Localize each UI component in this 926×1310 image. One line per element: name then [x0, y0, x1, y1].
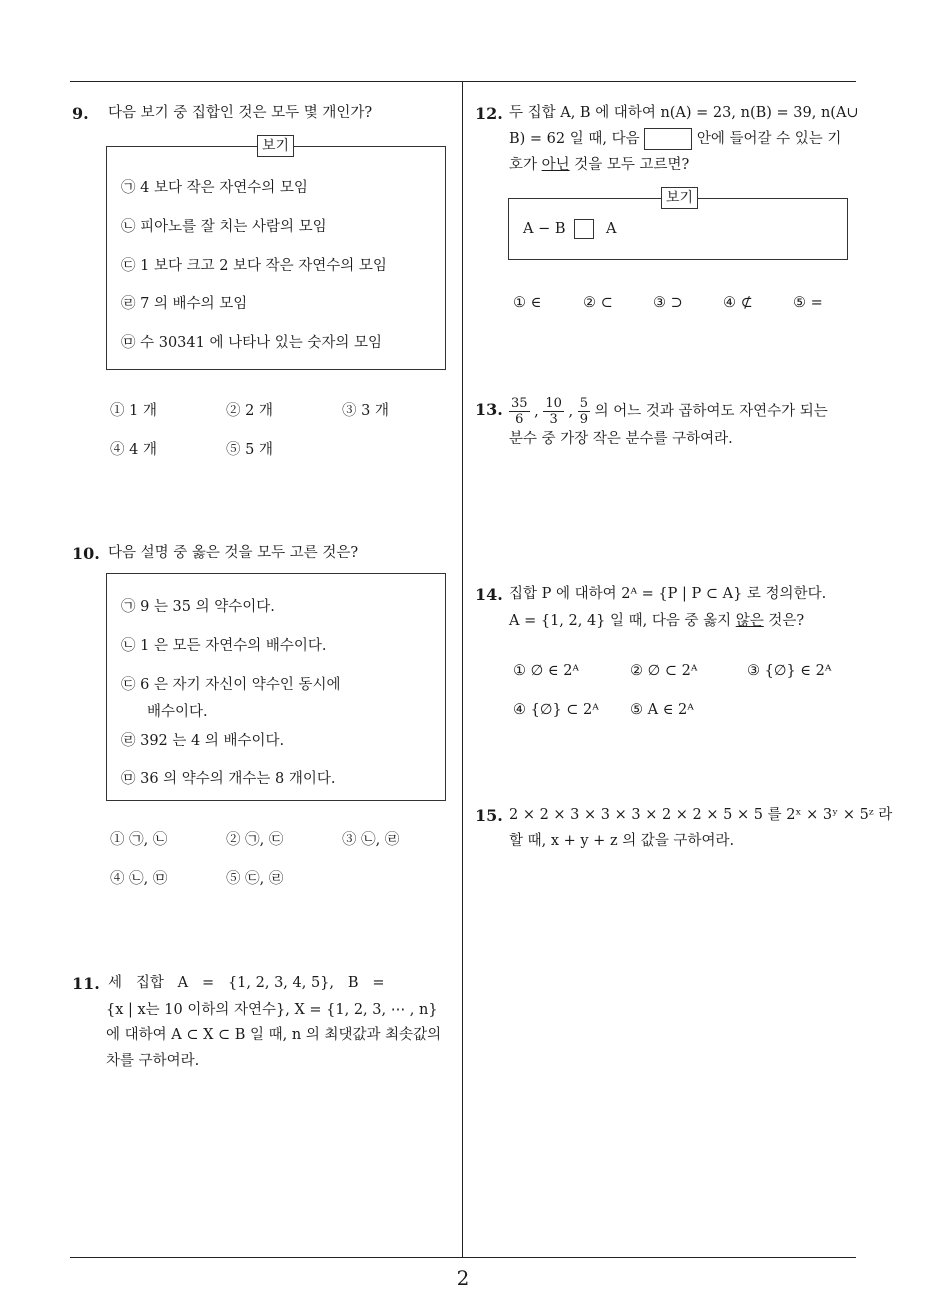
answer-choice-3[interactable]: ③ ⊃: [653, 295, 683, 311]
fraction-denominator: 3: [549, 412, 558, 427]
answer-choice-4[interactable]: ④ ㉡, ㉤: [110, 871, 168, 887]
box-expression-right: A: [606, 221, 617, 237]
fraction-numerator: 5: [579, 396, 589, 411]
statement-box: [106, 573, 446, 801]
question-number: 12.: [475, 104, 503, 123]
example-item: ㉣ 7 의 배수의 모임: [121, 296, 248, 312]
question-number: 11.: [72, 974, 100, 993]
answer-choice-2[interactable]: ② ∅ ⊂ 2ᴬ: [630, 663, 698, 679]
question-14: [475, 581, 860, 731]
answer-choice-2[interactable]: ② 2 개: [226, 403, 273, 419]
question-text-line: 분수 중 가장 작은 분수를 구하여라.: [509, 431, 733, 447]
question-13: [475, 396, 860, 466]
question-9: [72, 100, 452, 480]
question-text-line: 할 때, x + y + z 의 값을 구하여라.: [509, 833, 735, 849]
example-item: ㉡ 피아노를 잘 치는 사람의 모임: [121, 219, 327, 235]
question-text-line: {x | x는 10 이하의 자연수}, X = {1, 2, 3, ⋯ , n}: [106, 1002, 438, 1018]
question-12: [475, 100, 860, 330]
question-text-segment: 의 어느 것과 곱하여도 자연수가 되는: [594, 403, 828, 420]
question-text: 다음 설명 중 옳은 것을 모두 고른 것은?: [108, 545, 359, 561]
statement-item: ㉠ 9 는 35 의 약수이다.: [121, 599, 275, 615]
statement-item: ㉡ 1 은 모든 자연수의 배수이다.: [121, 638, 327, 654]
question-text-line: [509, 152, 689, 179]
answer-choice-5[interactable]: ⑤ A ∈ 2ᴬ: [630, 702, 694, 718]
answer-choice-3[interactable]: ③ 3 개: [342, 403, 389, 419]
fraction: [578, 396, 590, 427]
column-divider: [462, 81, 463, 1258]
question-number: 10.: [72, 544, 100, 563]
statement-item-continued: 배수이다.: [147, 704, 208, 720]
question-text-line: $\frac{35}{6}$ , $\frac{10}{3}$ , $\frac{5}{9}$ 의 어느 것과 곱하여도 자연수가 되는: [511, 396, 828, 427]
answer-choice-4[interactable]: ④ 4 개: [110, 442, 157, 458]
answer-choice-4[interactable]: ④ ⊄: [723, 295, 753, 311]
underlined-word: 않은: [735, 613, 764, 629]
page-number: 2: [456, 1266, 470, 1290]
top-rule: [70, 81, 856, 82]
answer-choice-3[interactable]: ③ {∅} ∈ 2ᴬ: [747, 663, 832, 679]
example-box: [508, 190, 848, 260]
question-text: 다음 보기 중 집합인 것은 모두 몇 개인가?: [108, 105, 373, 121]
statement-item: ㉤ 36 의 약수의 개수는 8 개이다.: [121, 771, 336, 787]
question-text-line: 집합 P 에 대하여 2ᴬ = {P | P ⊂ A} 로 정의한다.: [509, 586, 827, 602]
question-text-line: 에 대하여 A ⊂ X ⊂ B 일 때, n 의 최댓값과 최솟값의: [106, 1027, 442, 1043]
example-box-label: 보기: [661, 187, 698, 209]
question-number: 13.: [475, 400, 503, 419]
answer-choice-1[interactable]: ① ∅ ∈ 2ᴬ: [513, 663, 580, 679]
question-text-line: 두 집합 A, B 에 대하여 n(A) = 23, n(B) = 39, n(A∪: [509, 105, 859, 121]
example-item: ㉠ 4 보다 작은 자연수의 모임: [121, 180, 308, 196]
question-text-segment: 것을 모두 고르면?: [569, 157, 690, 173]
answer-choice-1[interactable]: ① 1 개: [110, 403, 157, 419]
question-text-line: [509, 608, 804, 635]
answer-choice-4[interactable]: ④ {∅} ⊂ 2ᴬ: [513, 702, 599, 718]
question-number: 14.: [475, 585, 503, 604]
example-box: [106, 138, 446, 370]
answer-choice-1[interactable]: ① ∈: [513, 295, 542, 311]
question-text-line: 차를 구하여라.: [106, 1053, 200, 1069]
question-text-line: 세 집합 A = {1, 2, 3, 4, 5}, B =: [108, 975, 385, 991]
statement-item: ㉢ 6 은 자기 자신이 약수인 동시에: [121, 677, 341, 693]
underlined-word: 아닌: [541, 157, 570, 173]
fraction: [543, 396, 564, 427]
question-15: [475, 802, 893, 872]
example-item: ㉢ 1 보다 크고 2 보다 작은 자연수의 모임: [121, 258, 387, 274]
fraction: [509, 396, 530, 427]
answer-choice-5[interactable]: ⑤ =: [793, 295, 823, 311]
question-text-segment: 안에 들어갈 수 있는 기: [696, 131, 842, 147]
question-10: [72, 540, 452, 900]
question-number: 9.: [72, 104, 89, 123]
example-box-label: 보기: [257, 135, 294, 157]
question-text-line: [509, 126, 841, 153]
blank-box: [644, 128, 692, 150]
fraction-numerator: 10: [545, 396, 562, 411]
fraction-numerator: 35: [511, 396, 528, 411]
question-text-segment: 호가: [509, 157, 542, 173]
answer-choice-2[interactable]: ② ⊂: [583, 295, 613, 311]
question-number: 15.: [475, 806, 503, 825]
bottom-rule: [70, 1257, 856, 1258]
answer-choice-3[interactable]: ③ ㉡, ㉣: [342, 832, 400, 848]
question-text-segment: A = {1, 2, 4} 일 때, 다음 중 옳지: [509, 613, 736, 629]
question-text-segment: 것은?: [763, 613, 805, 629]
question-11: [72, 970, 457, 1090]
statement-item: ㉣ 392 는 4 의 배수이다.: [121, 733, 285, 749]
question-text-line: 2 × 2 × 3 × 3 × 3 × 2 × 2 × 5 × 5 를 2ˣ × 3ʸ × 5ᶻ 라: [509, 807, 893, 823]
answer-choice-1[interactable]: ① ㉠, ㉡: [110, 832, 168, 848]
blank-box: [574, 219, 594, 239]
fraction-denominator: 9: [579, 412, 589, 427]
example-item: ㉤ 수 30341 에 나타나 있는 숫자의 모임: [121, 335, 382, 351]
question-text-segment: B) = 62 일 때, 다음: [509, 131, 640, 147]
answer-choice-5[interactable]: ⑤ ㉢, ㉣: [226, 871, 284, 887]
fraction-denominator: 6: [515, 412, 524, 427]
answer-choice-2[interactable]: ② ㉠, ㉢: [226, 832, 284, 848]
answer-choice-5[interactable]: ⑤ 5 개: [226, 442, 273, 458]
box-expression-left: A − B: [523, 221, 566, 237]
